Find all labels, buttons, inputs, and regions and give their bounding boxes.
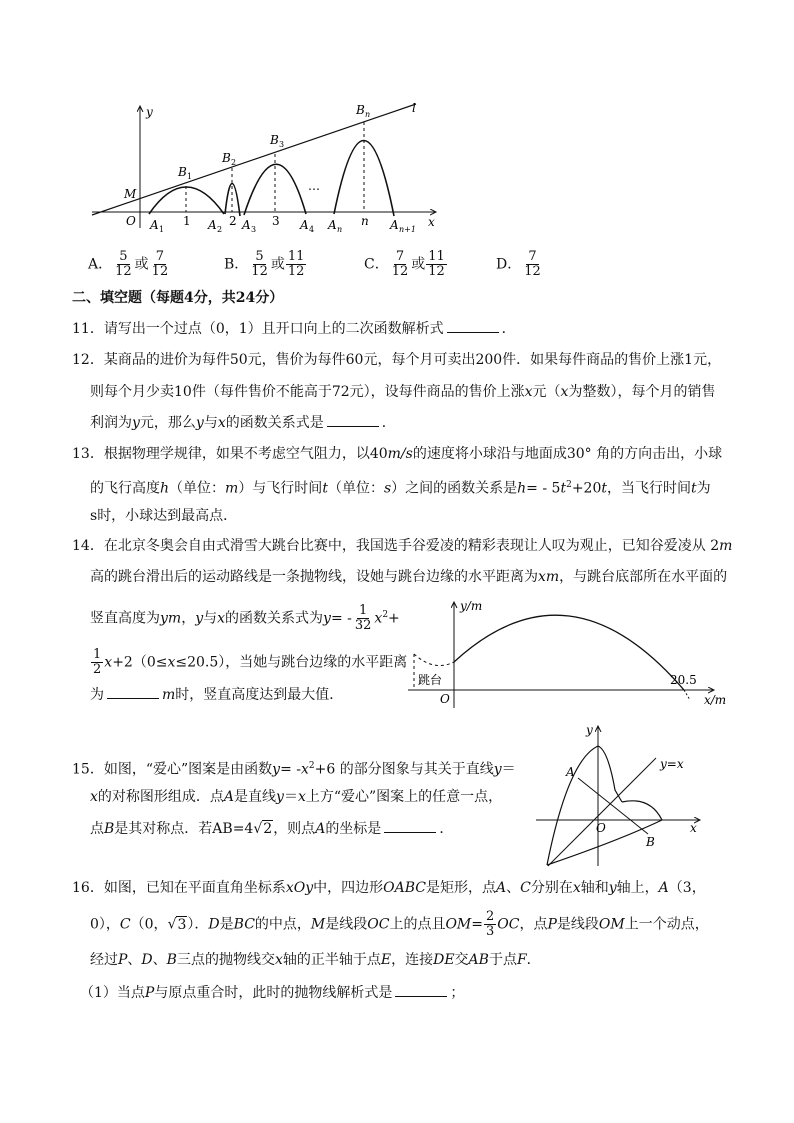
- q16-part-1: [80, 982, 464, 1003]
- fraction: [426, 250, 447, 279]
- text: 竖直高度为: [90, 610, 160, 627]
- ellipsis: …: [308, 179, 320, 193]
- radicand: 2: [263, 821, 273, 837]
- fraction: [353, 604, 374, 633]
- an1-sub: n+1: [399, 225, 416, 234]
- q14-line-5: [90, 684, 343, 705]
- x-label: x: [428, 215, 435, 229]
- ski-jump-figure: [404, 596, 740, 712]
- text: 交: [454, 952, 469, 968]
- text: 元，那么: [139, 415, 196, 431]
- text: ，连接: [391, 952, 434, 968]
- var: y: [493, 761, 502, 778]
- var: t: [601, 480, 608, 497]
- q10-options: [88, 250, 708, 284]
- fraction: [91, 648, 103, 677]
- option-letter: C．: [364, 256, 389, 273]
- line-l: [92, 104, 416, 215]
- text: 元（: [532, 384, 561, 400]
- line-y-equals-x: [548, 758, 656, 866]
- var: t: [322, 480, 328, 497]
- var: x: [274, 952, 283, 968]
- numerator: 1: [358, 603, 368, 618]
- text: +: [388, 610, 400, 627]
- text: 的对称图形组成．点: [97, 789, 224, 805]
- option-letter: B．: [224, 256, 249, 273]
- exponent: 2: [566, 480, 572, 490]
- text: 与: [203, 415, 218, 431]
- q16-line-1: [72, 878, 706, 898]
- q15-line-2: [90, 787, 502, 807]
- numerator: 7: [155, 249, 165, 264]
- option-letter: D．: [496, 256, 522, 273]
- b1-label: B: [178, 165, 187, 179]
- var: A: [315, 821, 326, 837]
- text: 的速度将小球沿与地面成30° 角的方向击出，小球: [412, 446, 723, 462]
- radicand: 3: [177, 916, 187, 933]
- denominator: 12: [391, 264, 409, 279]
- option-letter: A．: [88, 256, 113, 273]
- text: +6 的部分图象与其关于直线: [314, 761, 494, 778]
- text: 是线段: [325, 916, 368, 933]
- bn-sub: n: [365, 110, 371, 119]
- text: ，点: [519, 916, 548, 933]
- text: ＝: [283, 789, 298, 805]
- option-b[interactable]: [224, 250, 307, 279]
- text: 经过: [90, 952, 118, 968]
- text: 的函数关系式为: [225, 610, 324, 627]
- y-axis-label: y/m: [460, 599, 483, 613]
- text: 三点的抛物线交: [176, 952, 275, 968]
- text: 、: [152, 952, 167, 968]
- option-a[interactable]: [88, 250, 171, 279]
- var: OM: [598, 916, 625, 933]
- var: x: [572, 880, 581, 896]
- var: OM: [445, 916, 472, 933]
- var: xOy: [285, 880, 314, 896]
- unit: m/s: [387, 446, 413, 462]
- text: 时，小球达到最高点．: [97, 508, 238, 524]
- a2-label: A: [208, 218, 217, 232]
- option-d[interactable]: [496, 250, 544, 279]
- parabola-sequence-figure: [84, 98, 454, 238]
- text: ）．: [187, 916, 209, 933]
- text: ）与飞行时间: [238, 480, 323, 497]
- text: ≤20.5），当她与跳台边缘的水平距离: [175, 654, 408, 671]
- var: D: [141, 952, 153, 968]
- a1-label: A: [150, 218, 159, 232]
- text: = - 5: [526, 480, 561, 497]
- heart-left: [547, 746, 622, 865]
- text: ．: [381, 415, 396, 431]
- text: 利润为: [90, 415, 132, 431]
- text: ．: [526, 952, 541, 968]
- text: 轴和: [580, 880, 609, 896]
- text: = -: [330, 610, 352, 627]
- var: A: [223, 789, 235, 805]
- denominator: 2: [93, 662, 102, 677]
- text: 是直线: [234, 789, 277, 805]
- an1-label: A: [390, 218, 399, 232]
- var: x: [300, 761, 309, 778]
- denominator: 3: [486, 924, 495, 939]
- answer-blank-16-1[interactable]: [395, 982, 447, 997]
- an-label: A: [328, 218, 337, 232]
- y-label: y: [586, 723, 593, 737]
- origin-label: O: [440, 692, 450, 706]
- text: ，与跳台底部所在水平面的: [559, 569, 728, 585]
- var: x: [560, 384, 569, 400]
- numerator: 7: [528, 249, 537, 264]
- text: 0），: [90, 916, 120, 933]
- text: 上一个动点，: [624, 916, 709, 933]
- q16-line-2: 0），C（0，√3）．D是BC的中点，M是线段OC上的点且OM= $\frac{2}{3}$ OC，点P是线段OM上一个动点，: [90, 909, 709, 939]
- var: h: [160, 480, 170, 497]
- denominator: 12: [251, 264, 268, 279]
- unit: m: [225, 480, 239, 497]
- var: t: [691, 480, 697, 497]
- q14-line-3: [90, 604, 400, 633]
- text: 点: [90, 821, 104, 837]
- text: ）之间的函数关系是: [391, 480, 518, 497]
- o-label: O: [126, 214, 136, 228]
- var: A: [495, 880, 507, 896]
- unit: s: [383, 480, 392, 497]
- text: +2（0≤: [112, 654, 168, 671]
- fraction: [150, 250, 171, 279]
- denominator: 12: [524, 264, 541, 279]
- origin-label: O: [596, 821, 606, 835]
- text: 则每个月少卖10件（每件售价不能高于72元），设每件商品的售价上涨: [90, 384, 525, 400]
- ramp-curve: [414, 654, 454, 666]
- m-label: M: [124, 187, 137, 201]
- q14-line-2: [90, 567, 727, 587]
- text: 分别在: [530, 880, 573, 896]
- a4-label: A: [300, 218, 309, 232]
- q11-end: ．: [501, 321, 516, 337]
- text: 轴上，: [616, 880, 659, 896]
- tick-n: n: [361, 214, 369, 228]
- text: 14．在北京冬奥会自由式滑雪大跳台比赛中，我国选手谷爱凌的精彩表现让人叹为观止，已知谷爱凌从 2: [72, 538, 720, 554]
- flight-parabola: [454, 615, 684, 690]
- text: ，: [181, 610, 196, 627]
- text: （1）当点: [80, 985, 145, 1001]
- var: x: [374, 610, 383, 627]
- text: 轴的正半轴于点: [282, 952, 381, 968]
- denominator: 12: [115, 264, 132, 279]
- var: y: [195, 415, 204, 431]
- text: （单位：: [169, 480, 226, 497]
- q11-text: 11．请写出一个过点（0，1）且开口向上的二次函数解析式: [72, 321, 444, 337]
- answer-blank-12[interactable]: [327, 412, 379, 427]
- var: D: [208, 916, 220, 933]
- exponent: 2: [308, 761, 315, 771]
- text: 高的跳台滑出后的运动路线是一条抛物线，设她与跳台边缘的水平距离为: [90, 569, 538, 585]
- q13-line-1: [72, 444, 722, 464]
- option-c[interactable]: [364, 250, 448, 279]
- b3-sub: 3: [279, 140, 285, 149]
- a3-sub: 3: [251, 225, 257, 234]
- text: 的飞行高度: [90, 480, 160, 497]
- tick-3: 3: [272, 214, 280, 228]
- var: x: [524, 384, 533, 400]
- section-title: 二、填空题（每题4分，共24分）: [72, 290, 284, 306]
- text: =: [471, 916, 483, 933]
- text: 15．如图，“爱心”图案是由函数: [72, 761, 273, 778]
- text: 上方“爱心”图案上的任意一点，: [305, 789, 503, 805]
- x-axis-label: x/m: [704, 693, 727, 707]
- text: 13．根据物理学规律，如果不考虑空气阻力，以40: [72, 446, 388, 462]
- or-text: 或: [134, 256, 149, 273]
- fraction: [113, 250, 134, 279]
- text: 为: [90, 687, 104, 703]
- b1-sub: 1: [187, 172, 193, 181]
- var: C: [119, 916, 131, 933]
- var: xm: [538, 569, 560, 585]
- q16-line-3: [90, 950, 541, 970]
- text: 与原点重合时，此时的抛物线解析式是: [154, 985, 393, 1001]
- text: ，当飞行时间: [607, 480, 692, 497]
- b3-label: B: [270, 133, 279, 147]
- var: y: [608, 880, 617, 896]
- answer-blank-15[interactable]: [384, 818, 436, 833]
- var: OC: [497, 916, 520, 933]
- text: 于点: [488, 952, 517, 968]
- question-11: [72, 318, 516, 339]
- y-label: y: [146, 105, 153, 119]
- var: AB: [468, 952, 489, 968]
- text: 中，四边形: [313, 880, 384, 896]
- q14-line-4: [90, 648, 407, 677]
- x-label: x: [690, 821, 697, 835]
- text: = -: [280, 761, 301, 778]
- a4-sub: 4: [309, 225, 315, 234]
- text: 与: [203, 610, 218, 627]
- numerator: 2: [486, 909, 495, 924]
- numerator: 11: [428, 249, 445, 264]
- end-value-label: 20.5: [670, 673, 697, 687]
- unit: m: [162, 687, 176, 703]
- platform-label: 跳台: [418, 673, 443, 687]
- b2-label: B: [222, 151, 231, 165]
- numerator: 7: [395, 249, 405, 264]
- bn-label: B: [356, 103, 365, 117]
- var: x: [104, 654, 113, 671]
- point-b-label: B: [646, 835, 655, 849]
- unit: s: [90, 508, 98, 524]
- text: 的坐标是: [325, 821, 382, 837]
- q13-line-2: [90, 475, 711, 499]
- text: ，则点: [273, 821, 316, 837]
- a2-sub: 2: [217, 225, 223, 234]
- q13-line-3: [90, 506, 237, 526]
- var: DE: [433, 952, 455, 968]
- var: t: [560, 480, 567, 497]
- var: ym: [160, 610, 182, 627]
- text: ．: [439, 821, 454, 837]
- var: C: [520, 880, 531, 896]
- var: P: [547, 916, 557, 933]
- text: 时，竖直高度达到最大值．: [175, 687, 344, 703]
- var: M: [310, 916, 326, 933]
- text: 是线段: [556, 916, 599, 933]
- var: BC: [233, 916, 255, 933]
- text: 16．如图，已知在平面直角坐标系: [72, 880, 286, 896]
- q15-line-1: [72, 756, 516, 780]
- exponent: 2: [382, 609, 389, 620]
- q12-line-2: [90, 382, 715, 402]
- numerator: 5: [255, 249, 264, 264]
- answer-blank-11[interactable]: [447, 318, 499, 333]
- var: OC: [367, 916, 390, 933]
- denominator: 12: [287, 264, 305, 279]
- var: y: [323, 610, 331, 627]
- text: ＝: [501, 761, 516, 778]
- var: A: [658, 880, 669, 896]
- text: 是其对称点．若AB=4: [114, 821, 254, 837]
- tick-2: 2: [229, 214, 237, 228]
- fraction: [286, 250, 307, 279]
- text: +20: [571, 480, 602, 497]
- var: y: [132, 415, 140, 431]
- point-a-label: A: [566, 765, 575, 779]
- var: P: [118, 952, 128, 968]
- q12-line-1: 12．某商品的进价为每件50元，售价为每件60元，每个月可卖出200件．如果每件商品的售价上涨1元，: [72, 352, 722, 368]
- or-text: 或: [411, 256, 426, 273]
- q14-line-1: [72, 536, 732, 556]
- var: F: [516, 952, 527, 968]
- q15-line-3: 点B是其对称点．若AB=4√2，则点A的坐标是 ．: [90, 818, 453, 839]
- var: x: [217, 610, 226, 627]
- text: （单位：: [327, 480, 384, 497]
- var: B: [166, 952, 177, 968]
- denominator: 32: [354, 618, 372, 633]
- text: 为整数），每个月的销售: [568, 384, 716, 400]
- fraction: [522, 250, 543, 279]
- text: （0，: [130, 916, 168, 933]
- q12-line-3: [90, 412, 396, 433]
- denominator: 12: [151, 264, 169, 279]
- l-label: l: [412, 101, 416, 115]
- var: y: [276, 789, 284, 805]
- var: x: [167, 654, 176, 671]
- var: OABC: [383, 880, 426, 896]
- fraction: [390, 250, 411, 279]
- var: x: [297, 789, 306, 805]
- an-sub: n: [337, 225, 343, 234]
- text: 是: [219, 916, 234, 933]
- tick-1: 1: [183, 214, 191, 228]
- denominator: 12: [428, 264, 445, 279]
- a3-label: A: [242, 218, 251, 232]
- text: 的中点，: [254, 916, 311, 933]
- var: P: [144, 985, 155, 1001]
- var: y: [195, 610, 204, 627]
- fraction: [484, 910, 496, 939]
- text: ；: [450, 985, 465, 1001]
- var: E: [380, 952, 392, 968]
- text: 上的点且: [389, 916, 446, 933]
- numerator: 11: [287, 249, 305, 264]
- unit: m: [719, 538, 733, 554]
- text: 的函数关系式是: [225, 415, 324, 431]
- text: 为: [696, 480, 711, 497]
- line-label: y=x: [660, 757, 684, 771]
- var: x: [217, 415, 226, 431]
- var: h: [517, 480, 527, 497]
- or-text: 或: [270, 256, 285, 273]
- text: （3，: [668, 880, 706, 896]
- var: x: [90, 789, 98, 805]
- text: 、: [127, 952, 142, 968]
- var: B: [104, 821, 115, 837]
- numerator: 1: [93, 647, 102, 662]
- fraction: [249, 250, 270, 279]
- heart-figure: [530, 720, 710, 870]
- answer-blank-14[interactable]: [107, 684, 159, 699]
- numerator: 5: [119, 249, 128, 264]
- var: y: [272, 761, 281, 778]
- text: 、: [506, 880, 521, 896]
- arc-3: [244, 164, 306, 215]
- a1-sub: 1: [159, 225, 165, 234]
- text: 是矩形，点: [425, 880, 496, 896]
- b2-sub: 2: [231, 158, 237, 167]
